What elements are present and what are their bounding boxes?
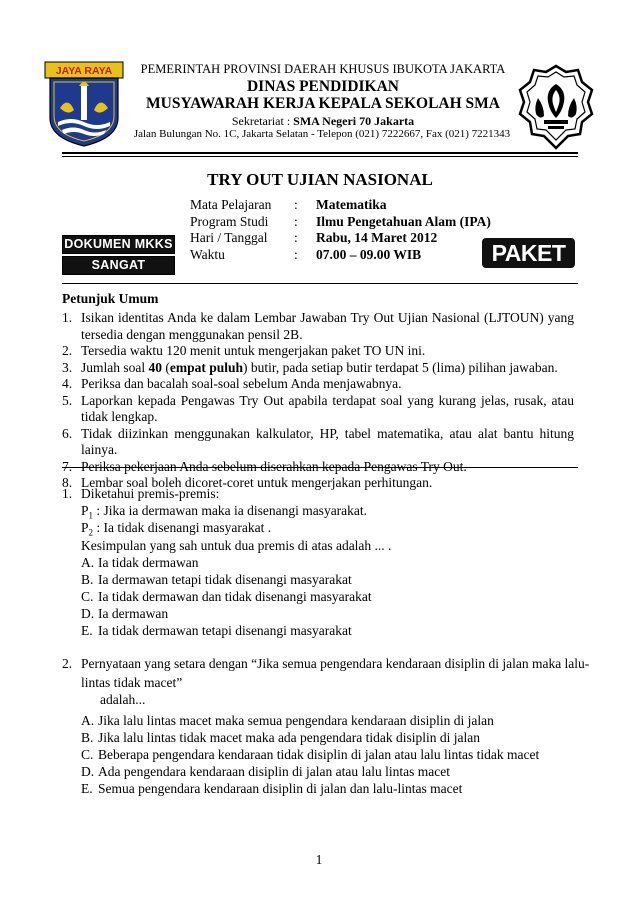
instructions-list bbox=[62, 310, 574, 492]
header-organization: MUSYAWARAH KERJA KEPALA SEKOLAH SMA bbox=[146, 95, 500, 112]
option-e: E. Semua pengendara kendaraan disiplin di jalan dan lalu-lintas macet bbox=[81, 781, 463, 796]
page-title: TRY OUT UJIAN NASIONAL bbox=[207, 170, 433, 189]
tut-wuri-handayani-logo bbox=[516, 62, 596, 154]
header-secretariat: Sekretariat : SMA Negeri 70 Jakarta bbox=[231, 114, 415, 128]
badge-line-1: DOKUMEN MKKS bbox=[62, 235, 175, 254]
option-c: C. Ia tidak dermawan dan tidak disenangi masyarakat bbox=[81, 589, 372, 604]
option-e: E. Ia tidak dermawan tetapi disenangi masyarakat bbox=[81, 623, 352, 638]
header-department: DINAS PENDIDIKAN bbox=[246, 78, 399, 95]
list-item: 5. Laporkan kepada Pengawas Try Out apabila terdapat soal yang kurang jelas, rusak, atau tidak lengkap. bbox=[62, 392, 574, 424]
exam-info bbox=[190, 197, 491, 263]
info-row: Hari / Tanggal : Rabu, 14 Maret 2012 bbox=[190, 230, 438, 245]
option-a: A. Ia tidak dermawan bbox=[81, 555, 199, 570]
question-number: 2. bbox=[62, 656, 73, 671]
option-c: C. Beberapa pengendara kendaraan tidak disiplin di jalan atau lalu lintas tidak macet bbox=[81, 747, 540, 762]
header-divider-thick bbox=[62, 152, 578, 154]
list-item: 1. Isikan identitas Anda ke dalam Lembar Jawaban Try Out Ujian Nasional (LJTOUN) yang tersedia dengan menggunakan pensil 2B. bbox=[62, 310, 574, 342]
list-item: 6. Tidak diizinkan menggunakan kalkulator, HP, tabel matematika, atau alat bantu hitung lainya. bbox=[62, 425, 574, 457]
confidential-badge bbox=[62, 235, 175, 289]
option-b: B. Ia dermawan tetapi tidak disenangi masyarakat bbox=[81, 572, 352, 587]
header-address: Jalan Bulungan No. 1C, Jakarta Selatan - Telepon (021) 7222667, Fax (021) 7221343 bbox=[133, 128, 511, 140]
option-a: A. Jika lalu lintas macet maka semua pengendara kendaraan disiplin di jalan bbox=[81, 713, 494, 728]
header-divider-thin bbox=[62, 156, 578, 157]
header-government: PEMERINTAH PROVINSI DAERAH KHUSUS IBUKOTA JAKARTA bbox=[140, 62, 506, 76]
page-number: 1 bbox=[315, 852, 323, 867]
list-item: 3. Jumlah soal 40 (empat puluh) butir, pada setiap butir terdapat 5 (lima) pilihan jawaban. bbox=[62, 359, 558, 375]
premise-1: $P_1$ : Jika ia dermawan maka ia disenangi masyarakat. bbox=[81, 503, 368, 521]
list-item: 4. Periksa dan bacalah soal-soal sebelum Anda menjawabnya. bbox=[62, 376, 402, 391]
badge-line-2: SANGAT RAHASIA bbox=[62, 256, 175, 275]
jaya-raya-logo bbox=[44, 60, 124, 148]
question-stem-line-2: lintas tidak macet” bbox=[81, 675, 183, 690]
option-d: D. Ia dermawan bbox=[81, 606, 169, 621]
premise-2: $P_2$ : Ia tidak disenangi masyarakat . bbox=[81, 520, 272, 538]
info-divider bbox=[62, 283, 578, 284]
question-intro: Diketahui premis-premis: bbox=[81, 486, 220, 501]
logo-left-text: JAYA RAYA bbox=[55, 65, 113, 77]
paket-badge: PAKET A bbox=[482, 238, 575, 268]
option-b: B. Jika lalu lintas tidak macet maka ada pengendara tidak disiplin di jalan bbox=[81, 730, 481, 745]
instructions-divider bbox=[62, 467, 578, 468]
list-item: 7. Periksa pekerjaan Anda sebelum diserahkan kepada Pengawas Try Out. bbox=[62, 458, 467, 474]
list-item: 8. Lembar soal boleh dicoret-coret untuk mengerjakan perhitungan. bbox=[62, 475, 433, 490]
instructions-title: Petunjuk Umum bbox=[62, 291, 159, 306]
option-d: D. Ada pengendara kendaraan disiplin di jalan atau lalu lintas macet bbox=[81, 764, 450, 779]
question-stem-line-3: adalah... bbox=[100, 692, 146, 707]
question-number: 1. bbox=[62, 486, 73, 501]
list-item: 2. Tersedia waktu 120 menit untuk mengerjakan paket TO UN ini. bbox=[62, 343, 426, 358]
info-row: Mata Pelajaran : Matematika bbox=[190, 197, 387, 212]
question-stem-line-1: Pernyataan yang setara dengan “Jika semua pengendara kendaraan disiplin di jalan maka lalu- bbox=[81, 656, 590, 671]
info-row: Waktu : 07.00 – 09.00 WIB bbox=[190, 246, 422, 262]
question-stem: Kesimpulan yang sah untuk dua premis di atas adalah ... . bbox=[81, 538, 392, 553]
info-row: Program Studi : Ilmu Pengetahuan Alam (IPA) bbox=[190, 213, 491, 229]
